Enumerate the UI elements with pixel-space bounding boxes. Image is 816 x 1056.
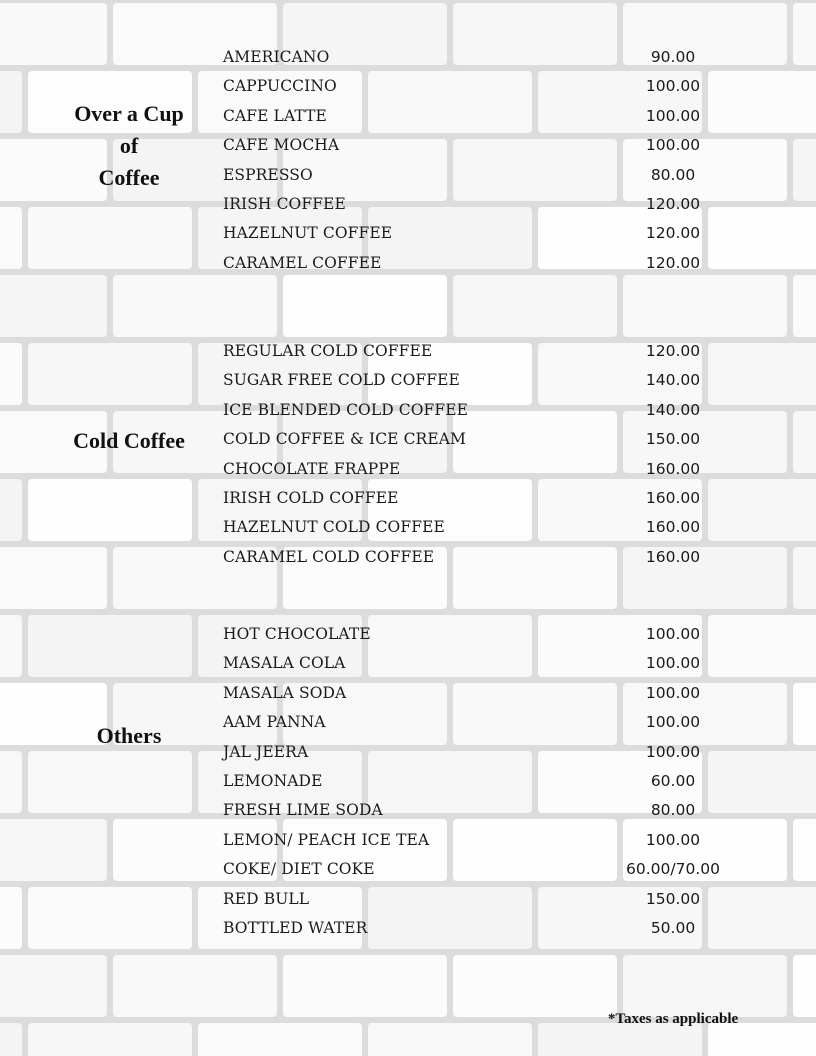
brick [198, 1023, 362, 1056]
item-price: 100.00 [645, 77, 701, 96]
item-price: 150.00 [645, 889, 701, 908]
item-name: IRISH COLD COFFEE [223, 489, 399, 507]
item-name: HAZELNUT COLD COFFEE [223, 518, 445, 537]
menu-item [0, 651, 816, 680]
item-name: CARAMEL COFFEE [223, 253, 382, 272]
item-name: AAM PANNA [223, 713, 326, 732]
item-name: CAFE LATTE [223, 106, 327, 125]
item-price: 150.00 [645, 430, 701, 449]
brick [113, 955, 277, 1017]
menu-item [0, 457, 816, 486]
item-price: 80.00 [650, 801, 696, 820]
item-name: JAL JEERA [223, 742, 309, 761]
item-price: 100.00 [645, 654, 701, 673]
menu-item [0, 104, 816, 133]
item-name: CAFE MOCHA [223, 136, 340, 155]
brick [623, 275, 787, 337]
item-price: 120.00 [645, 195, 701, 213]
item-price: 160.00 [645, 518, 701, 537]
menu-item [0, 769, 816, 798]
item-price: 90.00 [650, 48, 696, 66]
item-name: HAZELNUT COFFEE [223, 224, 393, 243]
item-price: 160.00 [645, 459, 701, 478]
brick [283, 275, 447, 337]
brick [0, 1023, 22, 1056]
item-name: COKE/ DIET COKE [223, 860, 375, 879]
section-title-line: Over a Cup [74, 101, 184, 126]
item-price: 140.00 [645, 400, 701, 419]
item-price: 100.00 [645, 625, 701, 643]
brick [28, 1023, 192, 1056]
item-price: 120.00 [645, 224, 701, 243]
item-price: 100.00 [645, 830, 701, 849]
item-name: FRESH LIME SODA [223, 801, 383, 820]
menu-item [0, 398, 816, 427]
item-price: 160.00 [645, 547, 701, 566]
menu-item [0, 251, 816, 280]
section-title-line: Others [96, 723, 162, 748]
item-name: ICE BLENDED COLD COFFEE [223, 400, 469, 419]
menu-item [0, 857, 816, 886]
item-name: ESPRESSO [223, 165, 313, 184]
menu-item [0, 622, 816, 651]
item-name: CAPPUCCINO [223, 77, 337, 96]
item-name: IRISH COFFEE [223, 195, 346, 213]
menu-item [0, 74, 816, 103]
brick [453, 955, 617, 1017]
item-name: AMERICANO [223, 48, 330, 66]
brick [793, 955, 816, 1017]
item-price: 100.00 [645, 106, 701, 125]
item-price: 100.00 [645, 742, 701, 761]
menu-item [0, 740, 816, 769]
item-price: 60.00 [650, 772, 696, 790]
item-name: COLD COFFEE & ICE CREAM [223, 430, 467, 449]
menu-item [0, 887, 816, 916]
brick [793, 275, 816, 337]
menu-item [0, 163, 816, 192]
menu-item [0, 486, 816, 515]
menu-item [0, 828, 816, 857]
item-name: SUGAR FREE COLD COFFEE [223, 371, 460, 390]
section-title-line: of [119, 133, 139, 158]
brick [453, 275, 617, 337]
taxes-footnote: *Taxes as applicable [607, 1011, 739, 1027]
item-name: LEMONADE [223, 772, 323, 790]
item-price: 100.00 [645, 713, 701, 732]
menu-item [0, 545, 816, 574]
item-name: CARAMEL COLD COFFEE [223, 547, 435, 566]
menu-item [0, 221, 816, 250]
menu-item [0, 192, 816, 221]
item-price: 120.00 [645, 342, 701, 360]
item-name: HOT CHOCOLATE [223, 625, 371, 643]
menu-item [0, 339, 816, 368]
brick [113, 275, 277, 337]
item-price: 60.00/70.00 [626, 860, 720, 879]
item-name: REGULAR COLD COFFEE [223, 342, 433, 360]
menu-item [0, 710, 816, 739]
item-name: LEMON/ PEACH ICE TEA [223, 830, 430, 849]
brick [368, 1023, 532, 1056]
brick [623, 955, 787, 1017]
menu-item [0, 515, 816, 544]
item-name: MASALA COLA [223, 654, 346, 673]
section-title-line: Cold Coffee [73, 428, 185, 453]
menu-item [0, 45, 816, 74]
item-price: 120.00 [645, 253, 701, 272]
menu-item [0, 798, 816, 827]
item-price: 160.00 [645, 489, 701, 507]
menu-item [0, 681, 816, 710]
item-name: MASALA SODA [223, 683, 347, 702]
item-price: 140.00 [645, 371, 701, 390]
item-name: RED BULL [223, 889, 310, 908]
item-name: BOTTLED WATER [223, 919, 368, 937]
item-price: 50.00 [650, 919, 696, 937]
section-title-line: Coffee [98, 165, 160, 190]
item-name: CHOCOLATE FRAPPE [223, 459, 401, 478]
item-price: 100.00 [645, 136, 701, 155]
brick [283, 955, 447, 1017]
menu-item [0, 368, 816, 397]
menu-item [0, 133, 816, 162]
menu-item [0, 427, 816, 456]
menu-item [0, 916, 816, 945]
brick [0, 275, 107, 337]
brick [0, 955, 107, 1017]
item-price: 80.00 [650, 165, 696, 184]
item-price: 100.00 [645, 683, 701, 702]
